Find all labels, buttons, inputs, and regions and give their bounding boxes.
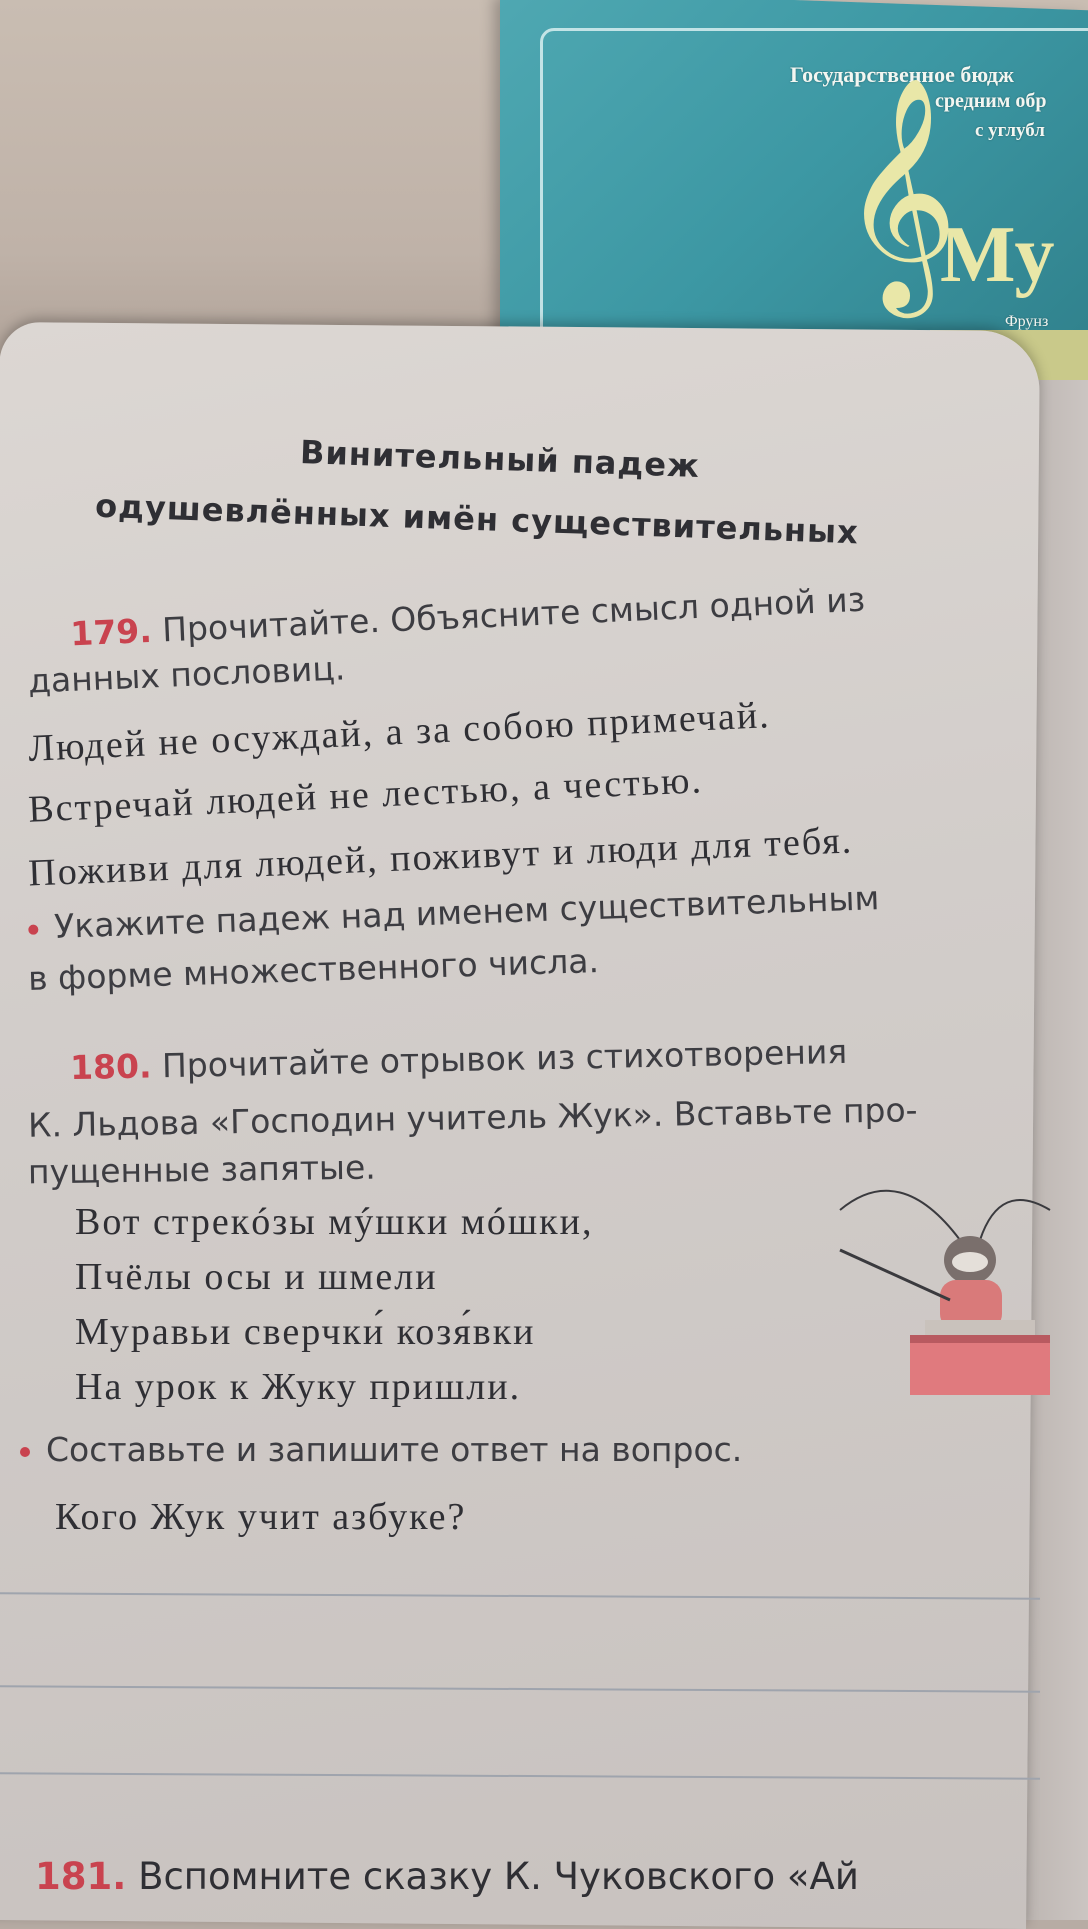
bullet-icon xyxy=(20,1447,30,1457)
bullet-icon xyxy=(28,924,38,934)
task-180-instruction-line-2: К. Льдова «Господин учитель Жук». Вставьте про- xyxy=(27,1090,918,1145)
task-180-instruction-line-1: Прочитайте отрывок из стихотворения xyxy=(161,1031,848,1086)
poem-line-3: Муравьи сверчки́ козя́вки xyxy=(75,1311,536,1353)
poem-line-4: На урок к Жуку пришли. xyxy=(75,1366,522,1408)
task-180-instruction-line-3: пущенные запятые. xyxy=(27,1147,377,1192)
task-180-bullet-text: Составьте и запишите ответ на вопрос. xyxy=(46,1430,743,1469)
book-cover-line-4: Фрунз xyxy=(1005,313,1049,330)
task-180-number: 180. xyxy=(69,1046,152,1088)
book-cover-line-1: Государственное бюдж xyxy=(790,62,1014,87)
proverb-3: Поживи для людей, поживут и люди для тебя. xyxy=(27,819,854,895)
task-179-instruction-line-1: Прочитайте. Объясните смысл одной из xyxy=(161,579,866,650)
task-181-number: 181. xyxy=(35,1855,127,1898)
treble-clef-icon: 𝄞 xyxy=(840,75,959,308)
lesson-title-line-1: Винительный падеж xyxy=(299,433,701,485)
poem-line-2: Пчёлы осы и шмели xyxy=(75,1256,438,1298)
book-cover-line-3: с углубл xyxy=(975,120,1045,141)
lesson-title-line-2: одушевлённых имён существительных xyxy=(94,486,860,552)
task-179-number: 179. xyxy=(69,610,153,654)
book-cover-line-2: средним обр xyxy=(935,90,1047,112)
task-181-text: Вспомните сказку К. Чуковского «Ай xyxy=(138,1855,859,1898)
task-179-instruction-line-2: данных пословиц. xyxy=(27,648,346,701)
task-181 xyxy=(35,1855,859,1898)
task-179-bullet-line-2: в форме множественного числа. xyxy=(27,941,600,998)
beetle-teacher-illustration xyxy=(800,1170,1060,1400)
poem-line-1: Вот стрекóзы мýшки мóшки, xyxy=(75,1201,594,1243)
task-179-bullet-line-1: Укажите падеж над именем существительным xyxy=(53,878,880,946)
proverb-2: Встречай людей не лестью, а честью. xyxy=(27,759,704,831)
proverb-1: Людей не осуждай, а за собою примечай. xyxy=(27,694,772,770)
task-180-bullet xyxy=(20,1430,742,1469)
book-cover-logo: Му xyxy=(940,211,1055,299)
task-180-question: Кого Жук учит азбуке? xyxy=(55,1496,467,1538)
